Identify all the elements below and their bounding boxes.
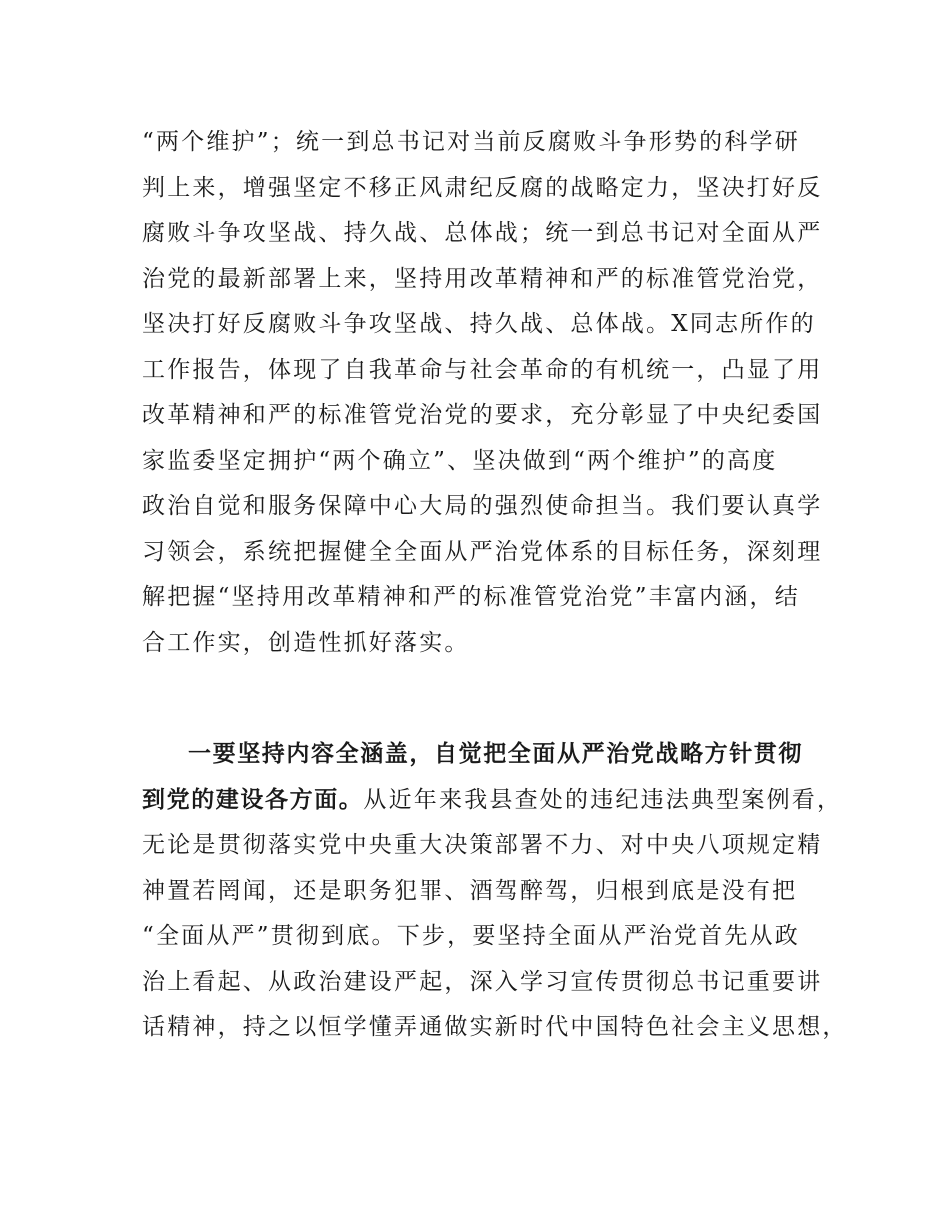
paragraph-line: 合工作实，创造性抓好落实。 (142, 629, 470, 656)
paragraph-line: 工作报告，体现了自我革命与社会革命的有机统一，凸显了用 (142, 356, 823, 383)
paragraph-line: 治上看起、从政治建设严起，深入学习宣传贯彻总书记重要讲 (142, 968, 823, 995)
paragraph-1 (142, 120, 823, 666)
paragraph-2 (142, 732, 848, 1051)
paragraph-line: 判上来，增强坚定不移正风肃纪反腐的战略定力，坚决打好反 (142, 174, 823, 201)
section-heading-end: 到党的建设各方面。 (142, 786, 364, 813)
paragraph-line: 无论是贯彻落实党中央重大决策部署不力、对中央八项规定精 (142, 832, 823, 858)
paragraph-line: 改革精神和严的标准管党治党的要求，充分彰显了中央纪委国 (142, 402, 823, 428)
paragraph-line: 治党的最新部署上来，坚持用改革精神和严的标准管党治党， (142, 265, 823, 292)
paragraph-line: “全面从严”贯彻到底。下步，要坚持全面从严治党首先从政 (142, 923, 800, 949)
section-heading: 一要坚持内容全涵盖，自觉把全面从严治党战略方针贯彻 (188, 741, 803, 767)
paragraph-line: 家监委坚定拥护“两个确立”、坚决做到“两个维护”的高度 (142, 447, 778, 474)
paragraph-line: 坚决打好反腐败斗争攻坚战、持久战、总体战。X同志所作的 (142, 311, 816, 337)
paragraph-line: “两个维护”；统一到总书记对当前反腐败斗争形势的科学研 (142, 129, 800, 155)
paragraph-line: 习领会，系统把握健全全面从严治党体系的目标任务，深刻理 (142, 538, 823, 565)
paragraph-line: 神置若罔闻，还是职务犯罪、酒驾醉驾，归根到底是没有把 (142, 877, 798, 904)
paragraph-line: 话精神，持之以恒学懂弄通做实新时代中国特色社会主义思想， (142, 1014, 848, 1040)
paragraph-line: 腐败斗争攻坚战、持久战、总体战；统一到总书记对全面从严 (142, 220, 823, 246)
paragraph-line: 解把握“坚持用改革精神和严的标准管党治党”丰富内涵，结 (142, 584, 800, 610)
paragraph-line (142, 778, 843, 824)
section-heading-line (142, 732, 814, 778)
paragraph-line: 政治自觉和服务保障中心大局的强烈使命担当。我们要认真学 (142, 493, 823, 519)
paragraph-text: 从近年来我县查处的违纪违法典型案例看， (363, 786, 843, 813)
